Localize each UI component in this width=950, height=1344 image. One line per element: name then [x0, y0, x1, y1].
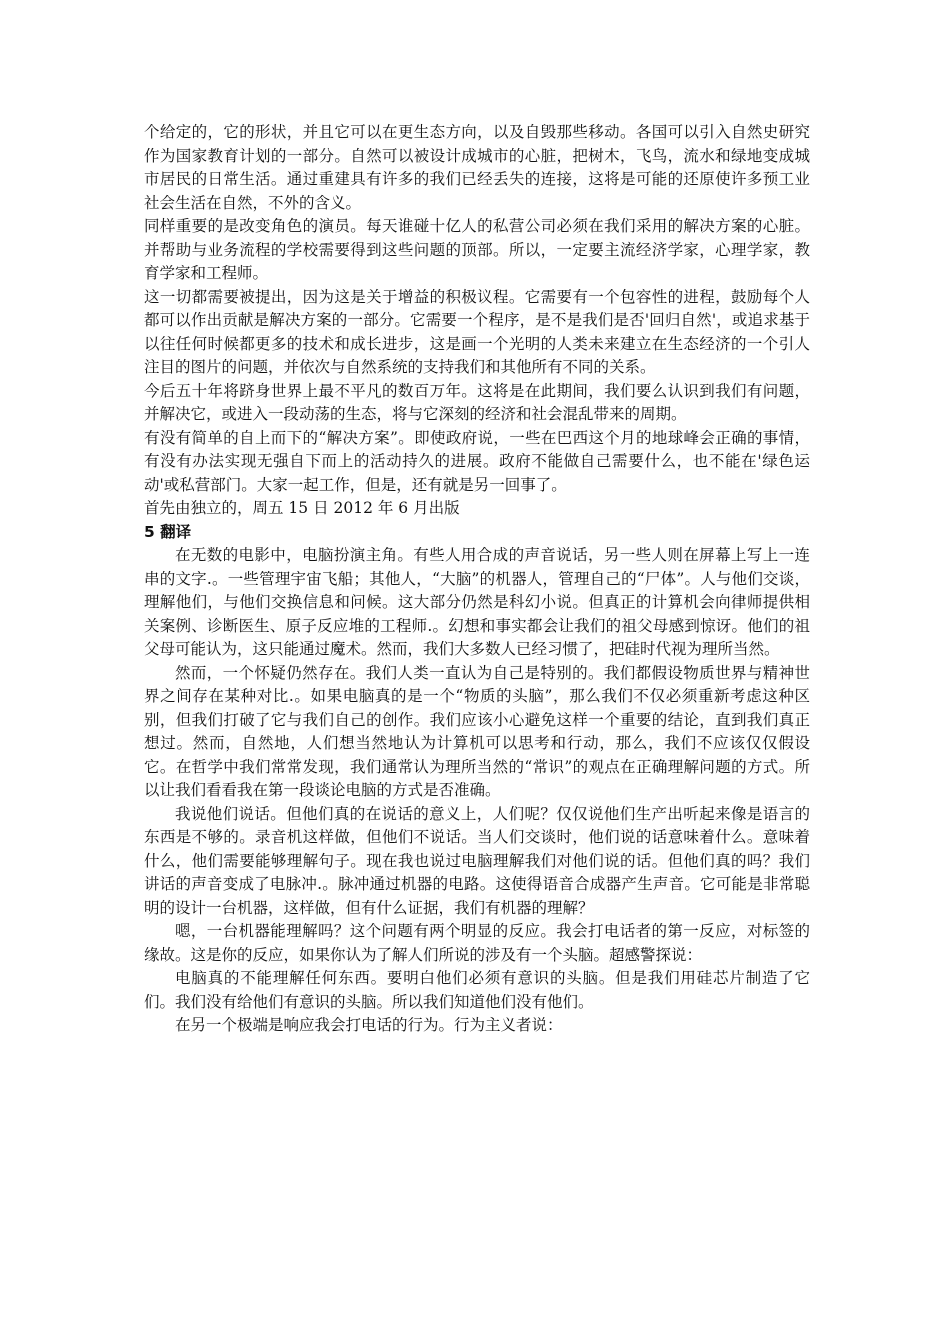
paragraph-actors: 同样重要的是改变角色的演员。每天谁碰十亿人的私营公司必须在我们采用的解决方案的心脏。并帮助与业务流程的学校需要得到这些问题的顶部。所以，一定要主流经济学家，心理学家，教育学家和工程师。 [144, 217, 810, 282]
paragraph-understanding: 嗯，一台机器能理解吗？这个问题有两个明显的反应。我会打电话者的第一反应，对标签的缘故。这是你的反应，如果你认为了解人们所说的涉及有一个头脑。超感警探说： [144, 922, 810, 964]
paragraph-fifty-years: 今后五十年将跻身世界上最不平凡的数百万年。这将是在此期间，我们要么认识到我们有问题，并解决它，或进入一段动荡的生态，将与它深刻的经济和社会混乱带来的周期。 [144, 381, 810, 423]
document-page [144, 121, 810, 1038]
section-heading: 5 翻译 [144, 522, 192, 541]
paragraph-solutions: 有没有简单的自上而下的“解决方案”。即使政府说，一些在巴西这个月的地球峰会正确的事情，有没有办法实现无强自下而上的活动持久的进展。政府不能做自己需要什么，也不能在'绿色运动'或私营部门。大家一起工作，但是，还有就是另一回事了。 [144, 428, 810, 494]
paragraph-nature-cities: 个给定的，它的形状，并且它可以在更生态方向，以及自毁那些移动。各国可以引入自然史研究作为国家教育计划的一部分。自然可以被设计成城市的心脏，把树木，飞鸟，流水和绿地变成城市居民的日常生活。通过重建具有许多的我们已经丢失的连接，这将是可能的还原使许多预工业社会生活在自然，不外的含义。 [144, 123, 810, 212]
paragraph-quote: 电脑真的不能理解任何东西。要明白他们必须有意识的头脑。但是我们用硅芯片制造了它们。我们没有给他们有意识的头脑。所以我们知道他们没有他们。 [144, 969, 810, 1011]
paragraph-behaviorist: 在另一个极端是响应我会打电话的行为。行为主义者说： [175, 1016, 563, 1034]
source-note: 首先由独立的，周五 15 日 2012 年 6 月出版 [144, 499, 460, 517]
paragraph-agenda: 这一切都需要被提出，因为这是关于增益的积极议程。它需要有一个包容性的进程，鼓励每个人都可以作出贡献是解决方案的一部分。它需要一个程序，是不是我们是否'回归自然'，或追求基于以往任何时候都更多的技术和成长进步，这是画一个光明的人类未来建立在生态经济的一个引人注目的图片的问题，并依次与自然系统的支持我们和其他所有不同的关系。 [144, 287, 810, 376]
paragraph-doubt: 然而，一个怀疑仍然存在。我们人类一直认为自己是特别的。我们都假设物质世界与精神世界之间存在某种对比.。如果电脑真的是一个“物质的头脑”，那么我们不仅必须重新考虑这种区别，但我们打破了它与我们自己的创作。我们应该小心避免这样一个重要的结论，直到我们真正想过。然而，自然地，人们想当然地认为计算机可以思考和行动，那么，我们不应该仅仅假设它。在哲学中我们常常发现，我们通常认为理所当然的“常识”的观点在正确理解问题的方式。所以让我们看看我在第一段谈论电脑的方式是否准确。 [144, 663, 810, 799]
paragraph-talking: 我说他们说话。但他们真的在说话的意义上，人们呢？仅仅说他们生产出听起来像是语言的东西是不够的。录音机这样做，但他们不说话。当人们交谈时，他们说的话意味着什么。意味着什么，他们需要能够理解句子。现在我也说过电脑理解我们对他们说的话。但他们真的吗？我们讲话的声音变成了电脉冲.。脉冲通过机器的电路。这使得语音合成器产生声音。它可能是非常聪明的设计一台机器，这样做，但有什么证据，我们有机器的理解？ [144, 804, 810, 917]
paragraph-movies-computers: 在无数的电影中，电脑扮演主角。有些人用合成的声音说话，另一些人则在屏幕上写上一连串的文字.。一些管理宇宙飞船；其他人，“大脑”的机器人，管理自己的“尸体”。人与他们交谈，理解他们，与他们交换信息和问候。这大部分仍然是科幻小说。但真正的计算机会向律师提供相关案例、诊断医生、原子反应堆的工程师.。幻想和事实都会让我们的祖父母感到惊讶。他们的祖父母可能认为，这只能通过魔术。然而，我们大多数人已经习惯了，把硅时代视为理所当然。 [144, 546, 810, 658]
